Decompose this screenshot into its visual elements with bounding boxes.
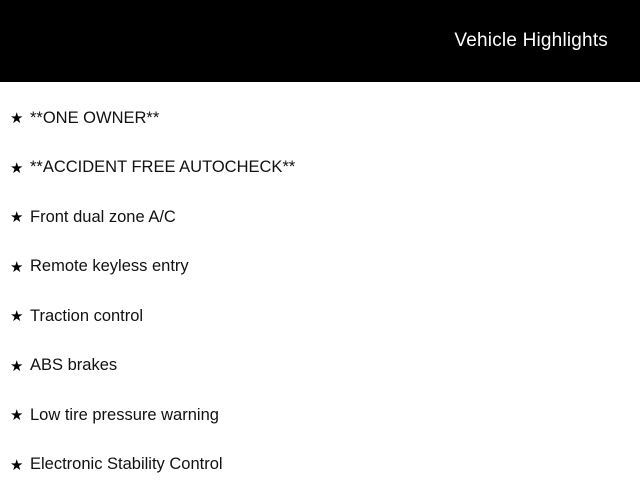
star-icon: ★	[10, 458, 30, 473]
list-item	[0, 441, 640, 490]
highlight-label: **ACCIDENT FREE AUTOCHECK**	[30, 158, 295, 178]
list-item	[0, 391, 640, 441]
highlight-label: ABS brakes	[30, 356, 117, 376]
star-icon: ★	[10, 111, 30, 126]
list-item	[0, 193, 640, 243]
list-item	[0, 292, 640, 342]
highlight-label: Front dual zone A/C	[30, 208, 176, 228]
star-icon: ★	[10, 260, 30, 275]
list-item	[0, 144, 640, 194]
list-item	[0, 243, 640, 293]
header-bar	[0, 0, 640, 82]
star-icon: ★	[10, 408, 30, 423]
star-icon: ★	[10, 359, 30, 374]
page-title: Vehicle Highlights	[454, 31, 608, 52]
star-icon: ★	[10, 210, 30, 225]
highlight-label: **ONE OWNER**	[30, 109, 159, 129]
highlight-label: Remote keyless entry	[30, 257, 189, 277]
list-item	[0, 342, 640, 392]
star-icon: ★	[10, 309, 30, 324]
highlight-label: Low tire pressure warning	[30, 406, 219, 426]
vehicle-highlights-list	[0, 82, 640, 490]
highlight-label: Traction control	[30, 307, 143, 327]
list-item	[0, 94, 640, 144]
star-icon: ★	[10, 161, 30, 176]
highlight-label: Electronic Stability Control	[30, 455, 223, 475]
